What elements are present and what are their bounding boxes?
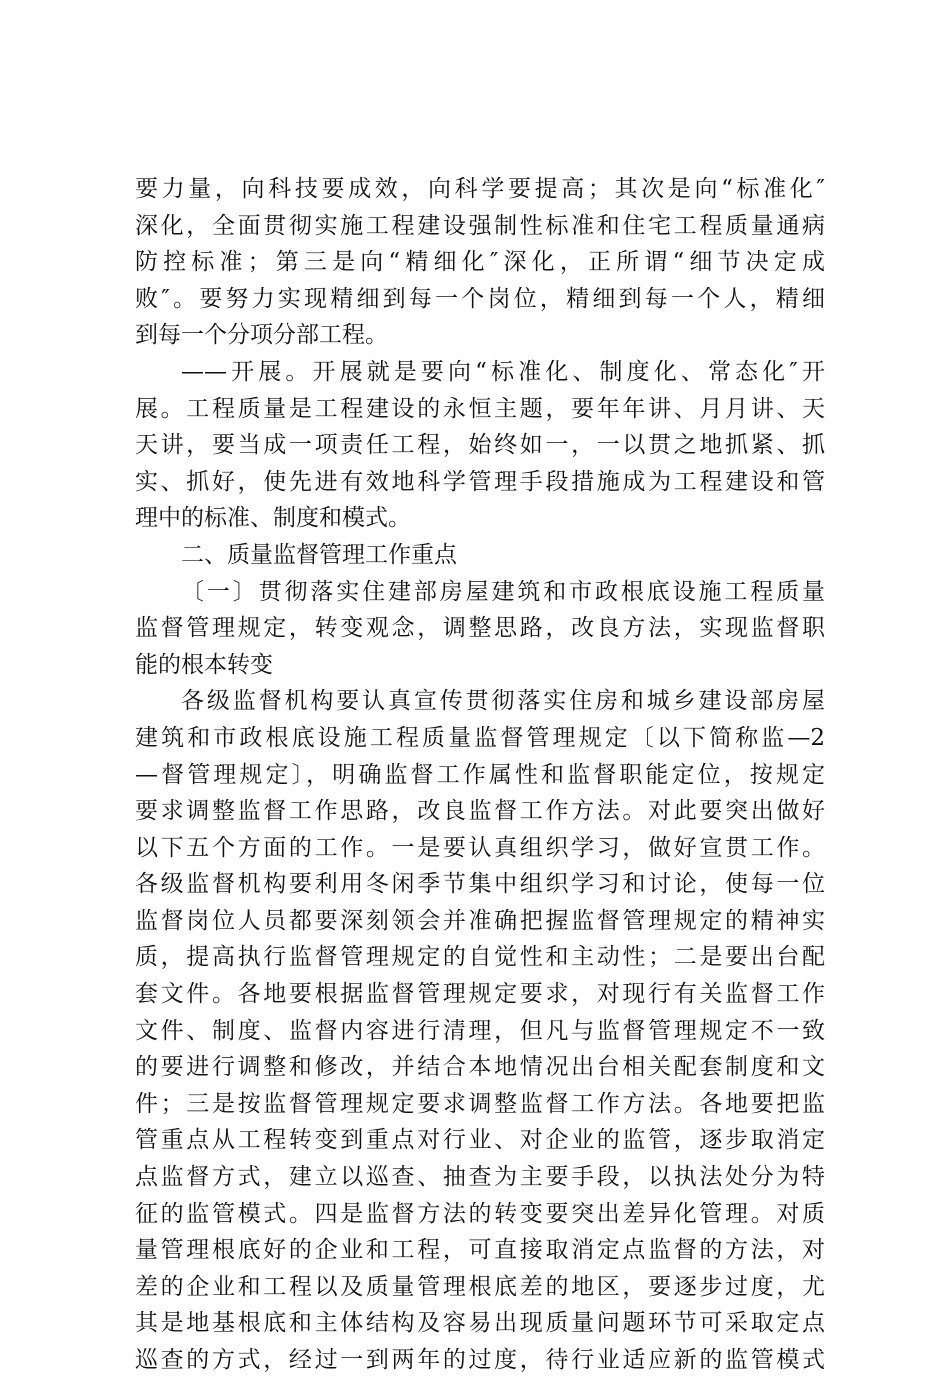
text-line: 要求调整监督工作思路，改良监督工作方法。对此要突出做好 <box>135 798 825 825</box>
section-heading: 二、质量监督管理工作重点 <box>181 541 457 568</box>
text-line: 到每一个分项分部工程。 <box>135 322 388 349</box>
text-line: 各级监督机构要认真宣传贯彻落实住房和城乡建设部房屋 <box>181 688 825 715</box>
text-line: 理中的标准、制度和模式。 <box>135 505 411 532</box>
text-line: 监督岗位人员都要深刻领会并准确把握监督管理规定的精神实 <box>135 907 825 934</box>
text-line: —督管理规定〕，明确监督工作属性和监督职能定位，按规定 <box>135 761 825 788</box>
subsection-heading: 能的根本转变 <box>135 651 273 678</box>
text-line: 建筑和市政根底设施工程质量监督管理规定〔以下简称监—2 <box>135 724 825 751</box>
text-line: 质，提高执行监督管理规定的自觉性和主动性；二是要出台配 <box>135 944 825 971</box>
text-line: 以下五个方面的工作。一是要认真组织学习，做好宣贯工作。 <box>135 834 825 861</box>
text-line: 套文件。各地要根据监督管理规定要求，对现行有关监督工作 <box>135 981 825 1008</box>
text-line: 深化，全面贯彻实施工程建设强制性标准和住宅工程质量通病 <box>135 212 825 239</box>
text-line: 征的监管模式。四是监督方法的转变要突出差异化管理。对质 <box>135 1200 825 1227</box>
text-line: ——开展。开展就是要向“标准化、制度化、常态化″开 <box>181 358 825 385</box>
text-line: 件；三是按监督管理规定要求调整监督工作方法。各地要把监 <box>135 1090 825 1117</box>
text-line: 点监督方式，建立以巡查、抽查为主要手段，以执法处分为特 <box>135 1164 825 1191</box>
text-line: 各级监督机构要利用冬闲季节集中组织学习和讨论，使每一位 <box>135 871 825 898</box>
text-line: 量管理根底好的企业和工程，可直接取消定点监督的方法，对 <box>135 1237 825 1264</box>
text-line: 管重点从工程转变到重点对行业、对企业的监管，逐步取消定 <box>135 1127 825 1154</box>
subsection-heading: 监督管理规定，转变观念，调整思路，改良方法，实现监督职 <box>135 615 825 642</box>
text-line: 差的企业和工程以及质量管理根底差的地区，要逐步过度，尤 <box>135 1273 825 1300</box>
text-line: 的要进行调整和修改，并结合本地情况出台相关配套制度和文 <box>135 1054 825 1081</box>
text-line: 其是地基根底和主体结构及容易出现质量问题环节可采取定点 <box>135 1310 825 1337</box>
body-text <box>135 171 825 1379</box>
text-line: 败″。要努力实现精细到每一个岗位，精细到每一个人，精细 <box>135 285 825 312</box>
subsection-heading: 〔一〕贯彻落实住建部房屋建筑和市政根底设施工程质量 <box>181 578 825 605</box>
text-line: 要力量，向科技要成效，向科学要提高；其次是向“标准化″ <box>135 176 825 202</box>
text-line: 实、抓好，使先进有效地科学管理手段措施成为工程建设和管 <box>135 468 825 495</box>
text-line: 天讲，要当成一项责任工程，始终如一，一以贯之地抓紧、抓 <box>135 432 825 459</box>
text-line: 展。工程质量是工程建设的永恒主题，要年年讲、月月讲、天 <box>135 395 825 422</box>
text-line: 文件、制度、监督内容进行清理，但凡与监督管理规定不一致 <box>135 1017 825 1044</box>
text-line: 防控标准；第三是向“精细化″深化，正所谓“细节决定成 <box>135 249 825 276</box>
text-line: 巡查的方式，经过一到两年的过度，待行业适应新的监管模式 <box>135 1347 825 1373</box>
